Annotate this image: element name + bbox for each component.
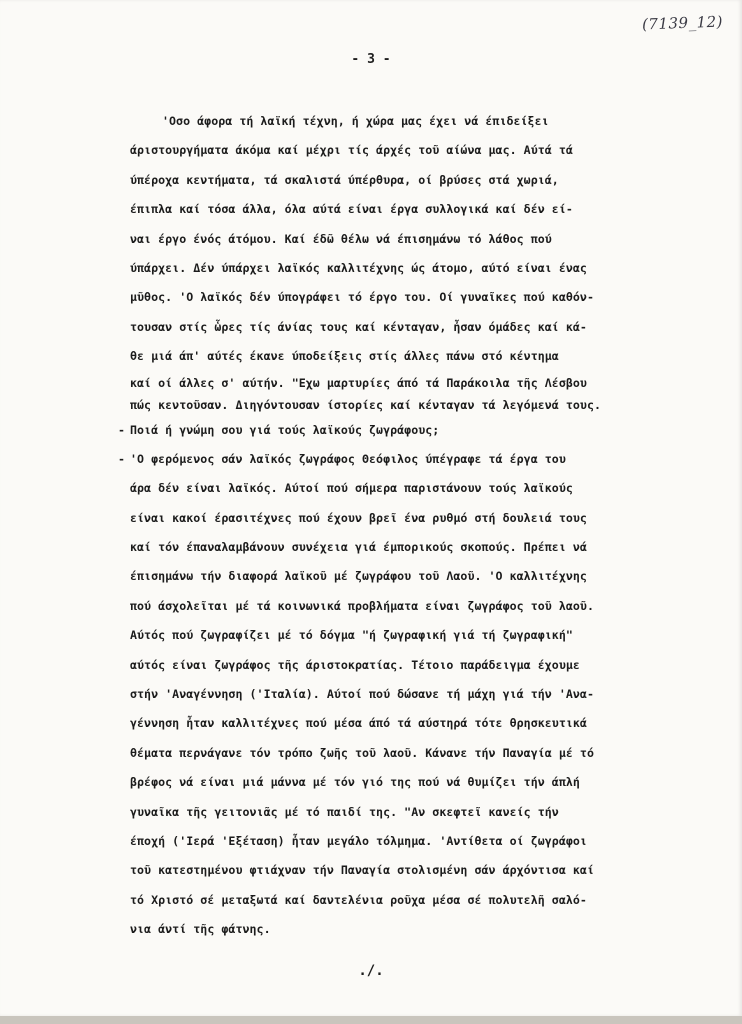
text-line: 'Οσο άφορα τή λαϊκή τέχνη, ή χώρα μας έχει νά έπιδείξει — [162, 114, 549, 128]
text-line: τοῦ κατεστημένου φτιάχναν τήν Παναγία στολισμένη σάν άρχόντισα καί — [130, 863, 594, 878]
text-line: βρέφος νά είναι μιά μάννα μέ τόν γιό της πού νά θυμίζει τήν άπλή — [130, 775, 580, 790]
text-line: στήν 'Αναγέννηση ('Ιταλία). Αύτοί πού δώσανε τή μάχη γιά τήν 'Ανα- — [130, 687, 594, 702]
text-line: θε μιά άπ' αύτές έκανε ύποδείξεις στίς άλλες πάνω στό κέντημα — [130, 349, 559, 364]
text-line: έπισημάνω τήν διαφορά λαϊκοῦ μέ ζωγράφου τοῦ Λαοῦ. 'Ο καλλιτέχνης — [130, 569, 587, 584]
text-line: άρα δέν είναι λαϊκός. Αύτοί πού σήμερα παριστάνουν τούς λαϊκούς — [130, 481, 573, 496]
text-line: Αύτός πού ζωγραφίζει μέ τό δόγμα "ή ζωγραφική γιά τή ζωγραφική" — [130, 628, 573, 643]
text-line: μῦθος. 'Ο λαϊκός δέν ύπογράφει τό έργο του. Οί γυναῖκες πού καθόν- — [130, 290, 594, 305]
text-line: τουσαν στίς ὧρες τίς άνίας τους καί κένταγαν, ἦσαν όμάδες καί κά- — [130, 319, 587, 334]
text-line: ναι έργο ένός άτόμου. Καί έδῶ θέλω νά έπισημάνω τό λάθος πού — [130, 231, 552, 246]
text-line: γυναῖκα τῆς γειτονιᾶς μέ τό παιδί της. "Αν σκεφτεῖ κανείς τήν — [130, 804, 559, 819]
text-line: πού άσχολεῖται μέ τά κοινωνικά προβλήματα είναι ζωγράφος τοῦ λαοῦ. — [130, 598, 594, 613]
document-body — [130, 107, 730, 945]
text-line: έπιπλα καί τόσα άλλα, όλα αύτά είναι έργα συλλογικά καί δέν εί- — [130, 202, 573, 217]
text-line: αύτός είναι ζωγράφος τῆς άριστοκρατίας. Τέτοιο παράδειγμα έχουμε — [130, 657, 580, 672]
dialogue-line: - 'Ο φερόμενος σάν λαϊκός ζωγράφος Θεόφιλος ύπέγραφε τά έργα του — [130, 445, 730, 474]
continuation-mark: ./. — [358, 963, 384, 979]
scan-border — [0, 1016, 742, 1024]
text-line: έποχή ('Ιερά 'Εξέταση) ἦταν μεγάλο τόλμημα. 'Αντίθετα οί ζωγράφοι — [130, 833, 587, 848]
text-line: καί οί άλλες σ' αύτήν. "Εχω μαρτυρίες άπό τά Παράκοιλα τῆς Λέσβου — [130, 375, 587, 390]
text-line: θέματα περνάγανε τόν τρόπο ζωῆς τοῦ λαοῦ. Κάνανε τήν Παναγία μέ τό — [130, 745, 594, 760]
handwritten-annotation: (7139_12) — [641, 12, 724, 34]
text-line: τό Χριστό σέ μεταξωτά καί δαντελένια ροῦχα μέσα σέ πολυτελῆ σαλό- — [130, 892, 587, 907]
page-number: - 3 - — [351, 52, 391, 67]
text-line: γέννηση ἦταν καλλιτέχνες πού μέσα άπό τά αύστηρά τότε θρησκευτικά — [130, 716, 587, 731]
text-line: καί τόν έπαναλαμβάνουν συνέχεια γιά έμπορικούς σκοπούς. Πρέπει νά — [130, 540, 587, 555]
text-line: ύπάρχει. Δέν ύπάρχει λαϊκός καλλιτέχνης ώς άτομο, αύτό είναι ένας — [130, 260, 587, 275]
text-line: είναι κακοί έρασιτέχνες πού έχουν βρεῖ ένα ρυθμό στή δουλειά τους — [130, 510, 587, 525]
text-line: άριστουργήματα άκόμα καί μέχρι τίς άρχές τοῦ αίώνα μας. Αύτά τά — [130, 143, 573, 158]
text-line: πώς κεντοῦσαν. Διηγόντουσαν ίστορίες καί κένταγαν τά λεγόμενά τους. — [130, 397, 602, 412]
text-line: ύπέροχα κεντήματα, τά σκαλιστά ύπέρθυρα, οί βρύσες στά χωριά, — [130, 172, 559, 187]
text-line: νια άντί τῆς φάτνης. — [130, 922, 271, 937]
dialogue-line: - Ποιά ή γνώμη σου γιά τούς λαϊκούς ζωγράφους; — [130, 416, 730, 445]
